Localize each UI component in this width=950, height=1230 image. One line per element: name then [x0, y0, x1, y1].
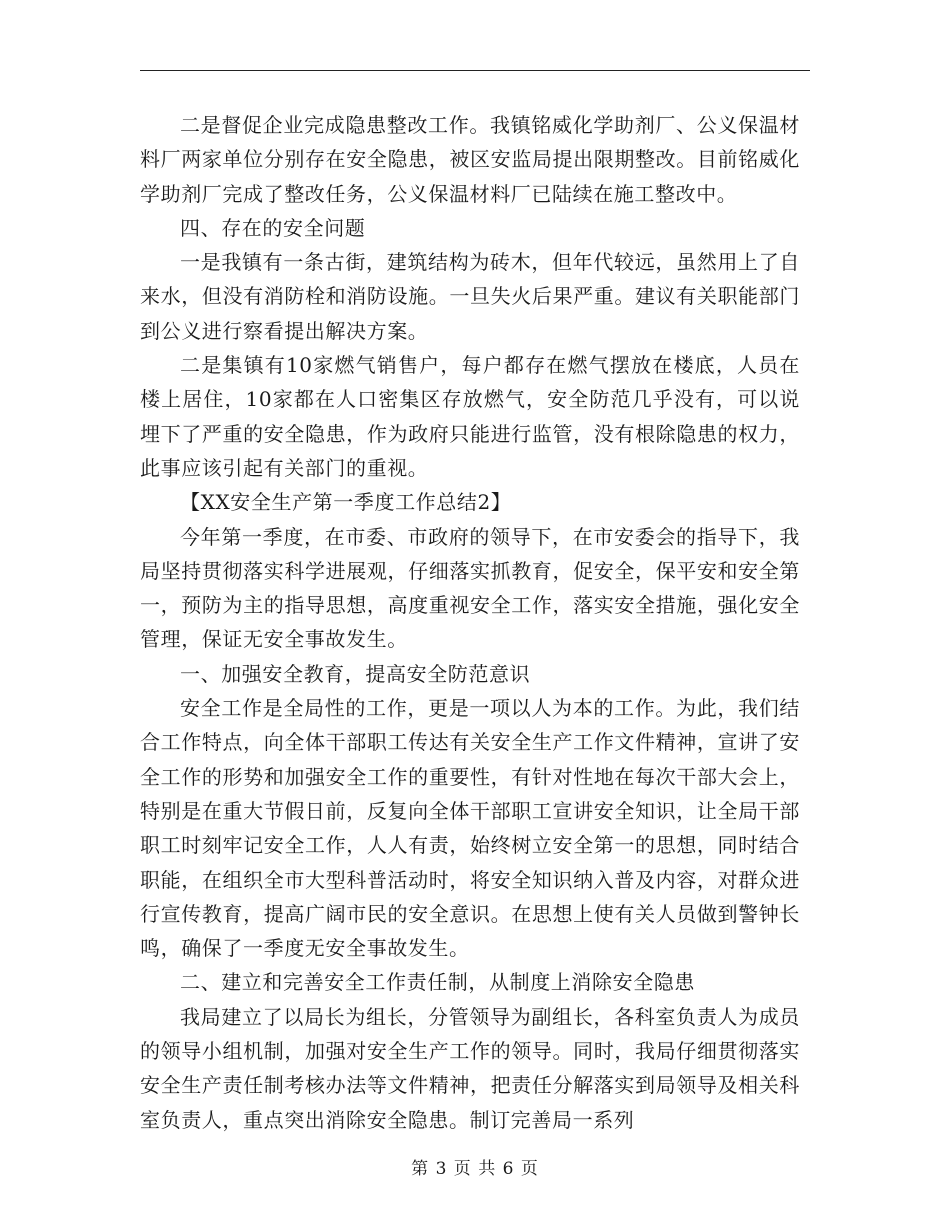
section-heading-safety-education: 一、加强安全教育，提高安全防范意识: [180, 661, 531, 686]
document-body: [140, 108, 800, 1137]
paragraph-first-quarter-intro: 今年第一季度，在市委、市政府的领导下，在市安委会的指导下，我局坚持贯彻落实科学进展观，仔细落实抓教育，促安全，保平安和安全第一，预防为主的指导思想，高度重视安全工作，落实安全措施，强化安全管理，保证无安全事故发生。: [140, 524, 800, 652]
section-heading-summary-2: 【XX安全生产第一季度工作总结2】: [180, 490, 512, 515]
paragraph-leadership-group: 我局建立了以局长为组长，分管领导为副组长，各科室负责人为成员的领导小组机制，加强对安全生产工作的领导。同时，我局仔细贯彻落实安全生产责任制考核办法等文件精神，把责任分解落实到局领导及相关科室负责人，重点突出消除安全隐患。制订完善局一系列: [140, 1004, 800, 1132]
paragraph-safety-education: 安全工作是全局性的工作，更是一项以人为本的工作。为此，我们结合工作特点，向全体干部职工传达有关安全生产工作文件精神，宣讲了安全工作的形势和加强安全工作的重要性，有针对性地在每次干部大会上，特别是在重大节假日前，反复向全体干部职工宣讲安全知识，让全局干部职工时刻牢记安全工作，人人有责，始终树立安全第一的思想，同时结合职能，在组织全市大型科普活动时，将安全知识纳入普及内容，对群众进行宣传教育，提高广阔市民的安全意识。在思想上使有关人员做到警钟长鸣，确保了一季度无安全事故发生。: [140, 696, 800, 961]
paragraph-rectification: 二是督促企业完成隐患整改工作。我镇铭威化学助剂厂、公义保温材料厂两家单位分别存在安全隐患，被区安监局提出限期整改。目前铭威化学助剂厂完成了整改任务，公义保温材料厂已陆续在施工整改中。: [140, 113, 800, 206]
paragraph-old-street: 一是我镇有一条古街，建筑结构为砖木，但年代较远，虽然用上了自来水，但没有消防栓和消防设施。一旦失火后果严重。建议有关职能部门到公义进行察看提出解决方案。: [140, 250, 800, 343]
header-rule: [140, 70, 810, 71]
section-heading-safety-problems: 四、存在的安全问题: [180, 215, 366, 240]
section-heading-responsibility-system: 二、建立和完善安全工作责任制，从制度上消除安全隐患: [180, 970, 695, 995]
page-number: 第 3 页 共 6 页: [411, 1159, 539, 1179]
paragraph-gas-vendors: 二是集镇有10家燃气销售户，每户都存在燃气摆放在楼底，人员在楼上居住，10家都在人口密集区存放燃气，安全防范几乎没有，可以说埋下了严重的安全隐患，作为政府只能进行监管，没有根除隐患的权力，此事应该引起有关部门的重视。: [140, 353, 800, 480]
